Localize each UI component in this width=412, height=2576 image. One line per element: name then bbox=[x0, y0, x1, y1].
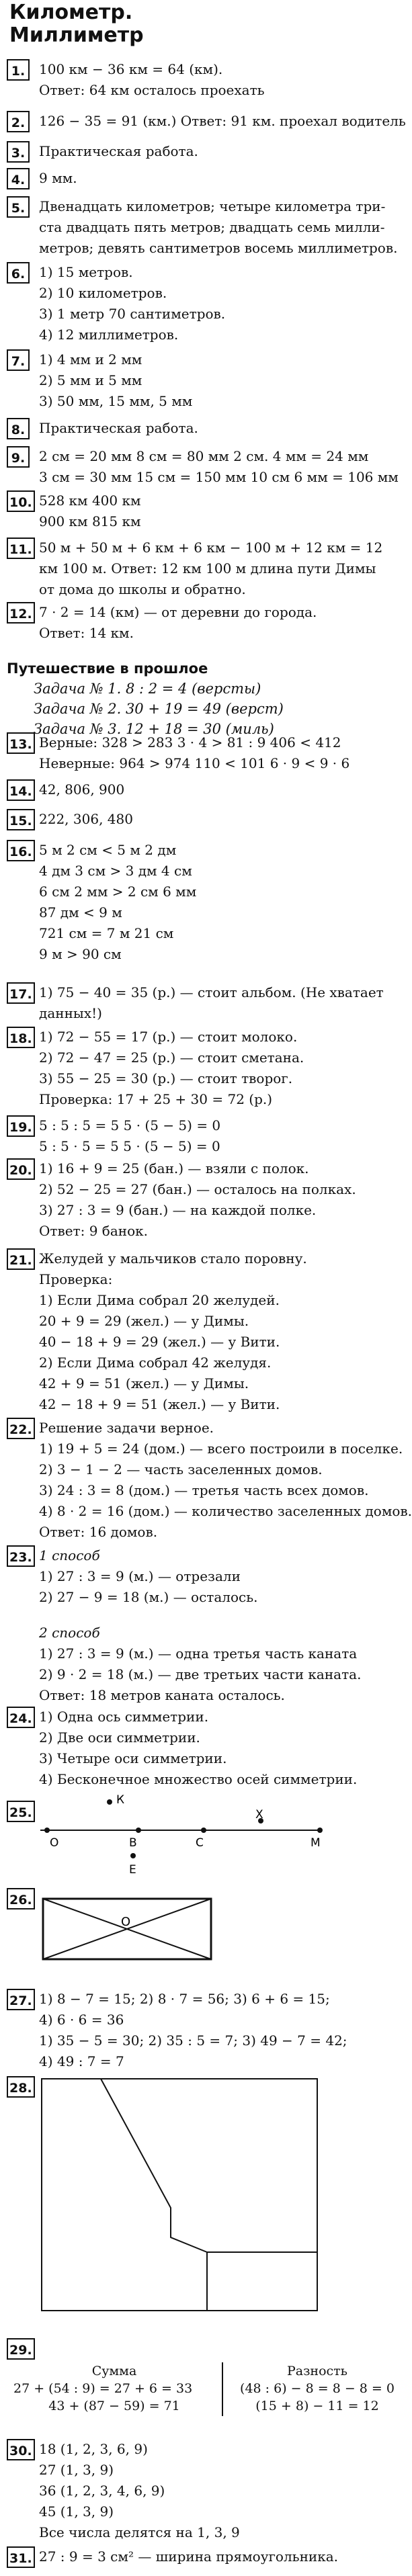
difference-column bbox=[230, 2362, 405, 2415]
exercise-number: 26. bbox=[7, 1888, 35, 1909]
exercise-number: 11. bbox=[7, 538, 35, 559]
exercise-line: 5 : 5 · 5 = 5 5 · (5 − 5) = 0 bbox=[39, 1138, 220, 1154]
exercise bbox=[7, 168, 405, 189]
exercise-number: 17. bbox=[7, 982, 35, 1004]
point bbox=[317, 1828, 323, 1833]
exercise bbox=[7, 1989, 405, 2072]
exercise-line: Практическая работа. bbox=[39, 143, 198, 159]
exercise-number: 3. bbox=[7, 141, 30, 163]
exercise-line: 2 см = 20 мм 8 см = 80 мм 2 см. 4 мм = 24 мм bbox=[39, 448, 369, 464]
exercise-line: 528 км 400 км bbox=[39, 492, 141, 509]
exercise-line: 1) 15 метров. bbox=[39, 264, 133, 280]
difference-title: Разность bbox=[286, 2364, 348, 2378]
exercise-line: 1) Одна ось симметрии. bbox=[39, 1709, 209, 1725]
point-label: К bbox=[116, 1793, 125, 1807]
exercise-body bbox=[39, 982, 405, 1024]
point bbox=[201, 1828, 206, 1833]
exercise-line: 42 + 9 = 51 (жел.) — у Димы. bbox=[39, 1375, 249, 1391]
exercise-number: 18. bbox=[7, 1027, 35, 1048]
exercise bbox=[7, 2546, 405, 2567]
exercise-line: 1) 8 − 7 = 15; 2) 8 · 7 = 56; 3) 6 + 6 = 15; bbox=[39, 1991, 330, 2007]
page-title bbox=[9, 1, 144, 47]
exercise-line: 126 − 35 = 91 (км.) Ответ: 91 км. проехал водитель bbox=[39, 113, 406, 129]
exercise-number: 13. bbox=[7, 732, 35, 754]
exercise-number: 31. bbox=[7, 2546, 35, 2568]
exercise-line: 2) Если Дима собрал 42 желудя. bbox=[39, 1355, 272, 1371]
exercise-line: 1) 72 − 55 = 17 (р.) — стоит молоко. bbox=[39, 1029, 298, 1045]
point-label: Е bbox=[129, 1863, 136, 1877]
exercise-number: 29. bbox=[7, 2338, 35, 2360]
exercise bbox=[7, 262, 405, 345]
exercise-body bbox=[39, 538, 405, 600]
exercise-body bbox=[39, 349, 405, 412]
exercise-line: 2) 5 мм и 5 мм bbox=[39, 372, 142, 388]
exercise-line: 721 см = 7 м 21 см bbox=[39, 925, 174, 941]
exercise-line: 3) 24 : 3 = 8 (дом.) — третья часть всех домов. bbox=[39, 1482, 369, 1498]
exercise-line: 1) 19 + 5 = 24 (дом.) — всего построили в поселке. bbox=[39, 1441, 403, 1457]
exercise bbox=[7, 2439, 405, 2543]
exercise-line: 900 км 815 км bbox=[39, 513, 141, 529]
exercise-line: 3) 1 метр 70 сантиметров. bbox=[39, 306, 226, 322]
exercise bbox=[7, 982, 405, 1024]
exercise-line bbox=[39, 1608, 405, 1623]
exercise-line: 50 м + 50 м + 6 км + 6 км − 100 м + 12 км = 12 bbox=[39, 540, 383, 556]
exercise-body bbox=[39, 490, 405, 532]
column-divider bbox=[222, 2362, 223, 2416]
exercise bbox=[7, 602, 405, 644]
exercise-line: Желудей у мальчиков стало поровну. bbox=[39, 1250, 307, 1266]
exercise-body bbox=[39, 1545, 405, 1706]
point-label: В bbox=[129, 1836, 137, 1850]
exercise-body bbox=[39, 2439, 405, 2543]
exercise-number: 30. bbox=[7, 2439, 35, 2460]
exercise-line: 4 дм 3 см > 3 дм 4 см bbox=[39, 863, 192, 879]
exercise-line: 100 км − 36 км = 64 (км). bbox=[39, 61, 223, 77]
exercise-line: км 100 м. Ответ: 12 км 100 м длина пути Димы bbox=[39, 560, 376, 576]
exercise bbox=[7, 809, 405, 830]
point-label: М bbox=[311, 1836, 321, 1850]
section-line: Задача № 3. 12 + 18 = 30 (миль) bbox=[34, 721, 274, 737]
exercise-line: 4) 49 : 7 = 7 bbox=[39, 2053, 124, 2069]
exercise-number: 7. bbox=[7, 349, 30, 371]
exercise bbox=[7, 196, 405, 259]
exercise bbox=[7, 840, 405, 965]
exercise-line: 5 : 5 : 5 = 5 5 · (5 − 5) = 0 bbox=[39, 1117, 221, 1133]
exercise-body bbox=[39, 1248, 405, 1415]
exercise-number: 8. bbox=[7, 418, 30, 439]
exercise-line: Проверка: bbox=[39, 1271, 113, 1287]
section-line: Задача № 1. 8 : 2 = 4 (версты) bbox=[34, 681, 261, 697]
exercise-body bbox=[39, 141, 405, 162]
exercise-line: Ответ: 18 метров каната осталось. bbox=[39, 1687, 285, 1703]
exercise-line: 9 м > 90 см bbox=[39, 946, 122, 962]
exercise-line: ста двадцать пять метров; двадцать семь милли- bbox=[39, 219, 385, 235]
exercise-body bbox=[39, 1418, 412, 1543]
exercise-number: 24. bbox=[7, 1707, 35, 1728]
exercise-line: 1) Если Дима собрал 20 желудей. bbox=[39, 1292, 280, 1308]
exercise bbox=[7, 59, 405, 101]
exercise-line: Практическая работа. bbox=[39, 420, 198, 436]
exercise-number: 22. bbox=[7, 1418, 35, 1439]
exercise-line: 27 : 9 = 3 см² — ширина прямоугольника. bbox=[39, 2548, 339, 2565]
exercise-line: 1) 4 мм и 2 мм bbox=[39, 351, 142, 368]
exercise-line: 4) Бесконечное множество осей симметрии. bbox=[39, 1771, 358, 1787]
exercise-line: Ответ: 16 домов. bbox=[39, 1524, 158, 1540]
exercise-number: 28. bbox=[7, 2076, 35, 2098]
section-line: Задача № 2. 30 + 19 = 49 (верст) bbox=[34, 701, 284, 717]
exercise-line: 7 · 2 = 14 (км) — от деревни до города. bbox=[39, 604, 317, 620]
exercise-line: метров; девять сантиметров восемь миллиметров. bbox=[39, 240, 398, 256]
exercise-body bbox=[39, 1888, 405, 1975]
exercise bbox=[7, 490, 405, 532]
exercise-line: 222, 306, 480 bbox=[39, 811, 133, 827]
exercise bbox=[7, 1707, 405, 1790]
exercise-line: Ответ: 9 банок. bbox=[39, 1223, 148, 1239]
exercise-line: Верные: 328 > 283 3 · 4 > 81 : 9 406 < 412 bbox=[39, 734, 341, 750]
exercise-line: 4) 12 миллиметров. bbox=[39, 327, 179, 343]
exercise-number: 19. bbox=[7, 1115, 35, 1137]
exercise-number: 9. bbox=[7, 446, 30, 468]
exercise-body bbox=[39, 809, 405, 830]
exercise-line: Все числа делятся на 1, 3, 9 bbox=[39, 2524, 240, 2540]
exercise-line: 42, 806, 900 bbox=[39, 781, 125, 798]
exercise-line: 1 способ bbox=[39, 1547, 100, 1563]
center-label: О bbox=[121, 1915, 131, 1929]
exercise-line: 3 см = 30 мм 15 см = 150 мм 10 см 6 мм = 106 мм bbox=[39, 469, 399, 485]
exercise-line: 1) 75 − 40 = 35 (р.) — стоит альбом. (Не хватает bbox=[39, 984, 384, 1000]
difference-line: (48 : 6) − 8 = 8 − 8 = 0 bbox=[240, 2381, 395, 2396]
exercise-line: 18 (1, 2, 3, 6, 9) bbox=[39, 2441, 148, 2457]
exercise bbox=[7, 538, 405, 600]
point bbox=[136, 1828, 141, 1833]
exercise-line: 2 способ bbox=[39, 1625, 100, 1641]
exercise-line: 3) Четыре оси симметрии. bbox=[39, 1750, 227, 1766]
difference-line: (15 + 8) − 11 = 12 bbox=[255, 2399, 379, 2413]
exercise-line: 9 мм. bbox=[39, 170, 77, 186]
exercise-body bbox=[39, 59, 405, 101]
exercise-body bbox=[39, 168, 405, 189]
exercise-number: 21. bbox=[7, 1248, 35, 1270]
exercise-body bbox=[39, 602, 405, 644]
exercise-line: 1) 27 : 3 = 9 (м.) — отрезали bbox=[39, 1568, 241, 1584]
exercise-line: 6 см 2 мм > 2 см 6 мм bbox=[39, 884, 197, 900]
square-figure bbox=[39, 2076, 335, 2318]
exercise bbox=[7, 1418, 412, 1543]
exercise-line: Неверные: 964 > 974 110 < 101 6 · 9 < 9 · 6 bbox=[39, 755, 350, 771]
exercise-line: 2) 52 − 25 = 27 (бан.) — осталось на полках. bbox=[39, 1181, 356, 1197]
title-line-2: Миллиметр bbox=[9, 24, 144, 47]
rectangle-figure bbox=[39, 1888, 241, 1969]
exercise-body bbox=[39, 1793, 405, 1881]
exercise-body bbox=[39, 1158, 405, 1242]
exercise-line: 27 (1, 3, 9) bbox=[39, 2462, 114, 2478]
exercise bbox=[7, 141, 405, 162]
exercise-line: 1) 27 : 3 = 9 (м.) — одна третья часть каната bbox=[39, 1645, 358, 1662]
exercise-line: 2) 9 · 2 = 18 (м.) — две третьих части каната. bbox=[39, 1666, 362, 1682]
exercise-line: 2) Две оси симметрии. bbox=[39, 1729, 200, 1746]
sum-line: 43 + (87 − 59) = 71 bbox=[48, 2399, 180, 2413]
point-label: С bbox=[196, 1836, 204, 1850]
exercise-body bbox=[39, 840, 405, 965]
history-section bbox=[7, 658, 405, 739]
exercise bbox=[7, 1793, 405, 1881]
exercise-line: 3) 55 − 25 = 30 (р.) — стоит творог. bbox=[39, 1070, 293, 1086]
exercise-number: 14. bbox=[7, 779, 35, 801]
exercise-number: 4. bbox=[7, 168, 30, 189]
point bbox=[107, 1799, 112, 1805]
point-label: Х bbox=[255, 1808, 263, 1821]
exercise-body bbox=[39, 2546, 405, 2567]
exercise-number: 20. bbox=[7, 1158, 35, 1180]
exercise-body bbox=[39, 2076, 405, 2324]
exercise-number: 23. bbox=[7, 1545, 35, 1567]
exercise bbox=[7, 2076, 405, 2324]
exercise-line: Ответ: 14 км. bbox=[39, 625, 134, 641]
exercise-number: 16. bbox=[7, 840, 35, 861]
exercise-line: 42 − 18 + 9 = 51 (жел.) — у Вити. bbox=[39, 1396, 280, 1412]
exercise bbox=[7, 1248, 405, 1415]
exercise bbox=[7, 349, 405, 412]
exercise-line: данных!) bbox=[39, 1005, 102, 1021]
exercise bbox=[7, 446, 405, 488]
exercise-body bbox=[39, 779, 405, 800]
exercise-number: 2. bbox=[7, 111, 30, 132]
section-heading: Путешествие в прошлое bbox=[7, 660, 208, 677]
exercise-body bbox=[39, 1115, 405, 1157]
exercise-line: 2) 72 − 47 = 25 (р.) — стоит сметана. bbox=[39, 1049, 304, 1066]
exercise-line: 2) 10 километров. bbox=[39, 285, 167, 301]
exercise-line: 2) 27 − 9 = 18 (м.) — осталось. bbox=[39, 1589, 258, 1605]
exercise bbox=[7, 1027, 405, 1110]
exercise-line: 3) 50 мм, 15 мм, 5 мм bbox=[39, 393, 193, 409]
exercise bbox=[7, 1115, 405, 1157]
exercise-body bbox=[39, 262, 405, 345]
exercise-line: 87 дм < 9 м bbox=[39, 904, 122, 920]
exercise-number: 12. bbox=[7, 602, 35, 624]
exercise-number: 6. bbox=[7, 262, 30, 284]
exercise-line: 20 + 9 = 29 (жел.) — у Димы. bbox=[39, 1313, 249, 1329]
exercise bbox=[7, 1158, 405, 1242]
exercise-line: 1) 35 − 5 = 30; 2) 35 : 5 = 7; 3) 49 − 7 = 42; bbox=[39, 2032, 347, 2049]
exercise-line: 36 (1, 2, 3, 4, 6, 9) bbox=[39, 2483, 165, 2499]
point-label: О bbox=[50, 1836, 59, 1850]
exercise-line: Проверка: 17 + 25 + 30 = 72 (р.) bbox=[39, 1091, 273, 1107]
exercise bbox=[7, 1545, 405, 1706]
point bbox=[44, 1828, 50, 1833]
exercise-line: 5 м 2 см < 5 м 2 дм bbox=[39, 842, 177, 858]
exercise-line: Решение задачи верное. bbox=[39, 1420, 214, 1436]
title-line-1: Километр. bbox=[9, 1, 133, 24]
exercise-number: 25. bbox=[7, 1801, 35, 1822]
exercise-number: 27. bbox=[7, 1989, 35, 2010]
exercise bbox=[7, 418, 405, 439]
exercise-body bbox=[39, 418, 405, 439]
exercise-line: Ответ: 64 км осталось проехать bbox=[39, 82, 265, 98]
exercise bbox=[7, 1888, 405, 1975]
exercise-body bbox=[39, 111, 405, 132]
exercise-line: от дома до школы и обратно. bbox=[39, 581, 246, 597]
exercise-line: 4) 8 · 2 = 16 (дом.) — количество заселенных домов. bbox=[39, 1503, 412, 1519]
exercise-line: 2) 3 − 1 − 2 — часть заселенных домов. bbox=[39, 1461, 323, 1477]
exercise-line: 3) 27 : 3 = 9 (бан.) — на каждой полке. bbox=[39, 1202, 317, 1218]
exercise-body bbox=[39, 1989, 405, 2072]
exercise bbox=[7, 111, 405, 132]
exercise-line: 40 − 18 + 9 = 29 (жел.) — у Вити. bbox=[39, 1334, 280, 1350]
exercise-number: 1. bbox=[7, 59, 30, 81]
exercise-line: 45 (1, 3, 9) bbox=[39, 2503, 114, 2520]
exercise-number: 10. bbox=[7, 490, 35, 512]
exercise-body bbox=[39, 196, 405, 259]
sum-line: 27 + (54 : 9) = 27 + 6 = 33 bbox=[13, 2381, 193, 2396]
points-figure bbox=[39, 1793, 388, 1877]
exercise bbox=[7, 779, 405, 800]
exercise-body bbox=[39, 1027, 405, 1110]
exercise-number: 15. bbox=[7, 809, 35, 830]
exercise-number: 5. bbox=[7, 196, 30, 218]
exercise-line: 1) 16 + 9 = 25 (бан.) — взяли с полок. bbox=[39, 1160, 309, 1176]
sum-column bbox=[13, 2362, 215, 2415]
exercise-line: Двенадцать километров; четыре километра три- bbox=[39, 198, 386, 214]
point bbox=[130, 1853, 136, 1858]
exercise-line: 4) 6 · 6 = 36 bbox=[39, 2012, 124, 2028]
exercise-body bbox=[39, 446, 405, 488]
exercise-body bbox=[39, 1707, 405, 1790]
sum-title: Сумма bbox=[91, 2364, 137, 2378]
